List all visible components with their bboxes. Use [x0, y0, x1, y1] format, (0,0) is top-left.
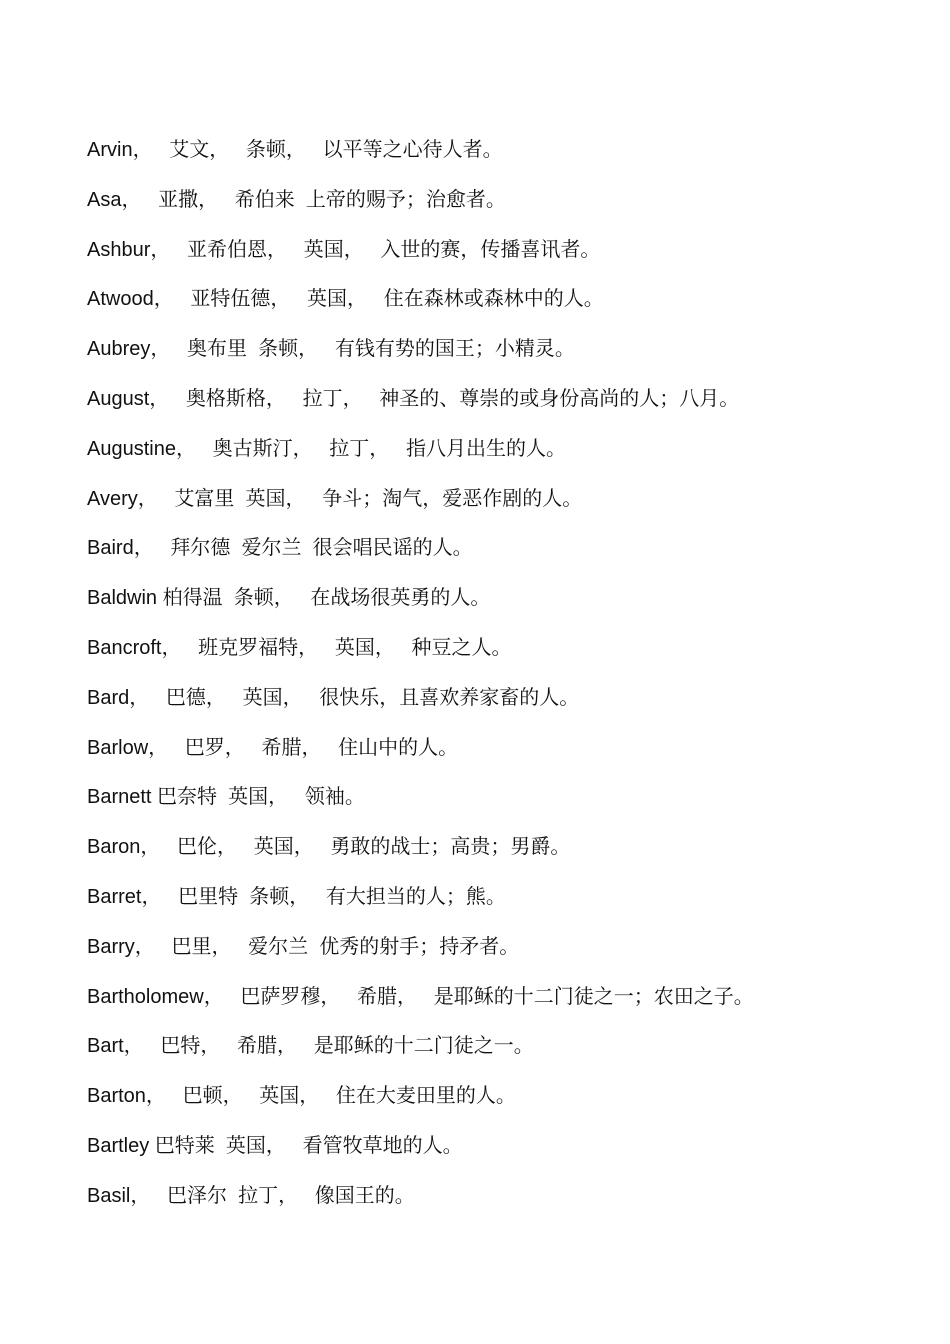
- name-entry: Barry， 巴里， 爱尔兰 优秀的射手；持矛者。: [87, 935, 520, 958]
- name-entry: Bartholomew， 巴萨罗穆， 希腊， 是耶稣的十二门徒之一；农田之子。: [87, 985, 754, 1008]
- name-entry: Baron， 巴伦， 英国， 勇敢的战士；高贵；男爵。: [87, 836, 571, 859]
- name-entry: Aubrey， 奥布里 条顿， 有钱有势的国王；小精灵。: [87, 338, 575, 361]
- name-entry: Bart， 巴特， 希腊， 是耶稣的十二门徒之一。: [87, 1035, 534, 1058]
- name-entry: Bancroft， 班克罗福特， 英国， 种豆之人。: [87, 636, 512, 659]
- name-entry: Baird， 拜尔德 爱尔兰 很会唱民谣的人。: [87, 537, 473, 560]
- name-entry: Ashbur， 亚希伯恩， 英国， 入世的赛，传播喜讯者。: [87, 238, 601, 261]
- name-entry: Bard， 巴德， 英国， 很快乐，且喜欢养家畜的人。: [87, 686, 580, 709]
- name-entry: Arvin， 艾文， 条顿， 以平等之心待人者。: [87, 139, 503, 161]
- name-entry: Basil， 巴泽尔 拉丁， 像国王的。: [87, 1184, 415, 1207]
- name-entry: Barnett 巴奈特 英国， 领袖。: [87, 786, 365, 809]
- name-entry: Bartley 巴特莱 英国， 看管牧草地的人。: [87, 1134, 463, 1157]
- name-entry: Atwood， 亚特伍德， 英国， 住在森林或森林中的人。: [87, 288, 604, 311]
- name-entry: August， 奥格斯格， 拉丁， 神圣的、尊崇的或身份高尚的人；八月。: [87, 387, 740, 410]
- name-entry: Barret， 巴里特 条顿， 有大担当的人；熊。: [87, 885, 506, 908]
- name-entry-list: [87, 133, 917, 1229]
- name-entry: Avery， 艾富里 英国， 争斗；淘气，爱恶作剧的人。: [87, 487, 583, 510]
- name-entry: Augustine， 奥古斯汀， 拉丁， 指八月出生的人。: [87, 437, 566, 460]
- name-entry: Barlow， 巴罗， 希腊， 住山中的人。: [87, 736, 459, 759]
- name-entry: Asa， 亚撒， 希伯来 上帝的赐予；治愈者。: [87, 188, 506, 211]
- name-entry: Barton， 巴顿， 英国， 住在大麦田里的人。: [87, 1085, 516, 1108]
- name-entry: Baldwin 柏得温 条顿， 在战场很英勇的人。: [87, 587, 491, 610]
